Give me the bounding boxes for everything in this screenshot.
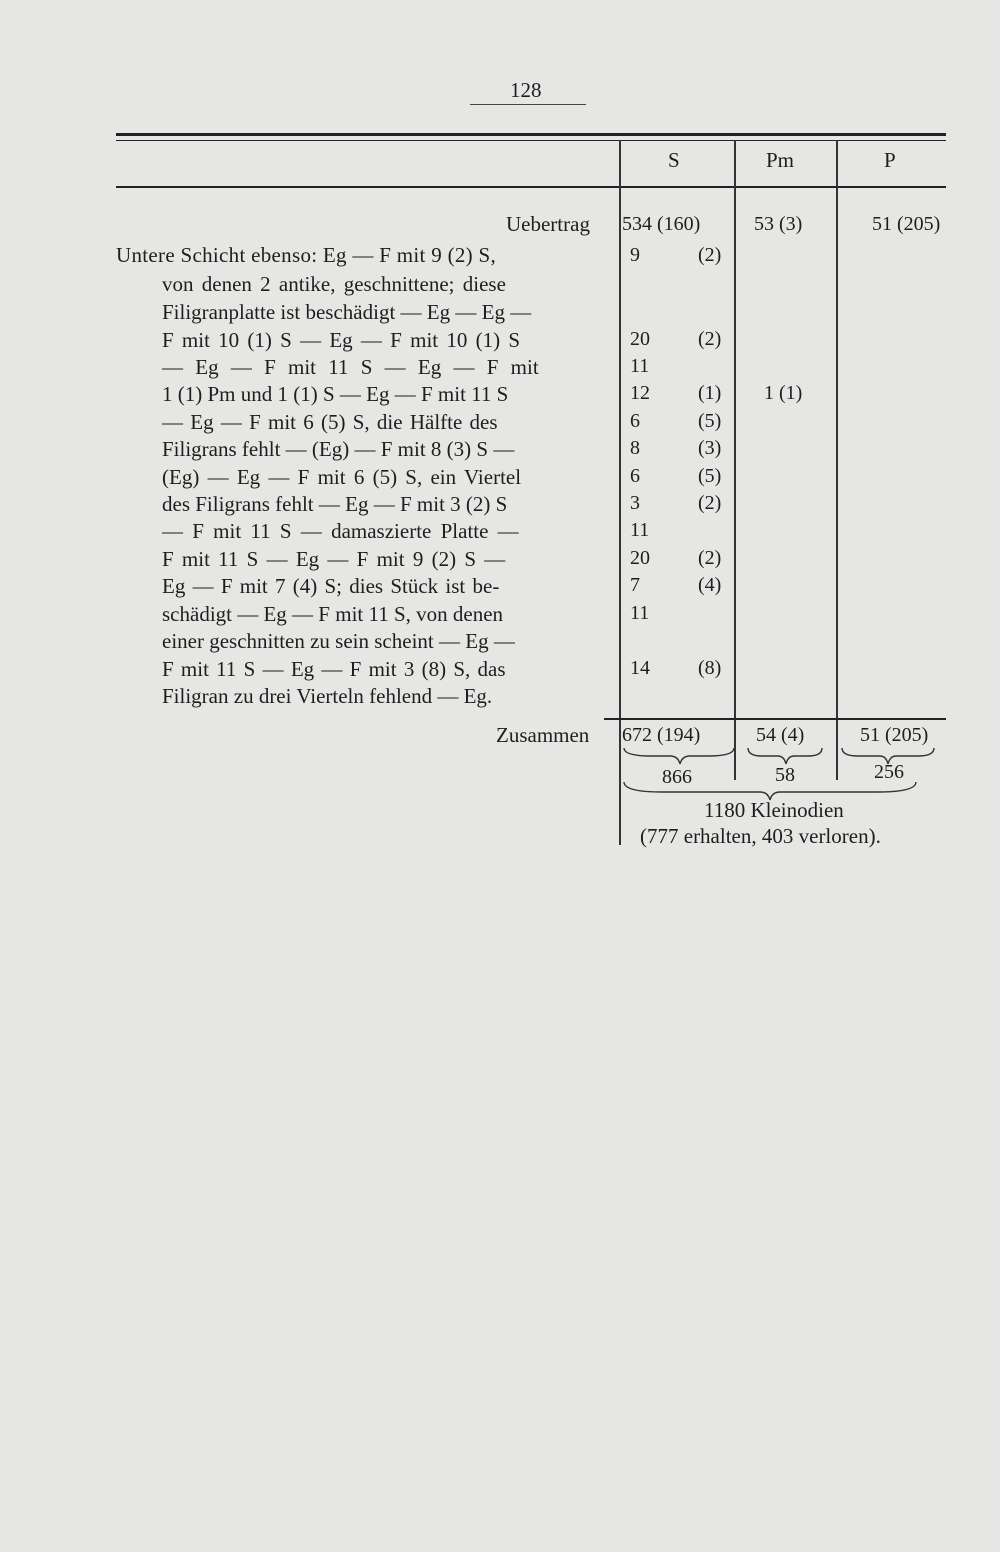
body-line: Untere Schicht ebenso: Eg — F mit 9 (2) S, xyxy=(116,243,497,267)
s-lost: (2) xyxy=(698,547,722,569)
s-lost: (2) xyxy=(698,244,722,266)
body-line: des Filigrans fehlt — Eg — F mit 3 (2) S xyxy=(162,492,508,516)
table-top-rule xyxy=(116,133,946,136)
body-line: — F mit 11 S — damaszierte Platte — xyxy=(162,519,519,543)
s-value: 20 xyxy=(630,328,650,350)
body-line: F mit 11 S — Eg — F mit 9 (2) S — xyxy=(162,547,506,571)
body-line: — Eg — F mit 11 S — Eg — F mit xyxy=(162,355,539,379)
carry-label: Uebertrag xyxy=(506,212,590,236)
s-lost: (2) xyxy=(698,328,722,350)
s-lost: (2) xyxy=(698,492,722,514)
column-divider-s xyxy=(619,140,621,845)
s-value: 14 xyxy=(630,657,650,679)
s-lost: (5) xyxy=(698,465,722,487)
column-header-pm: Pm xyxy=(766,148,795,172)
s-lost: (4) xyxy=(698,574,722,596)
table-top-rule-thin xyxy=(116,140,946,141)
body-line: schädigt — Eg — F mit 11 S, von denen xyxy=(162,602,504,626)
s-lost: (3) xyxy=(698,437,722,459)
column-divider-pm xyxy=(734,140,736,780)
s-value: 7 xyxy=(630,574,640,596)
total-label: Zusammen xyxy=(496,723,590,747)
total-pm: 54 (4) xyxy=(756,724,805,746)
s-value: 3 xyxy=(630,492,640,514)
s-lost: (5) xyxy=(698,410,722,432)
column-header-p: P xyxy=(884,148,896,172)
carry-p: 51 (205) xyxy=(872,213,941,235)
column-divider-p xyxy=(836,140,838,780)
body-line: Filigrans fehlt — (Eg) — F mit 8 (3) S — xyxy=(162,437,515,461)
subtotal-pm: 58 xyxy=(775,764,795,786)
body-line: Filigran zu drei Vierteln fehlend — Eg. xyxy=(162,684,493,708)
carry-s: 534 (160) xyxy=(622,213,701,235)
pm-value: 1 (1) xyxy=(764,382,803,404)
s-value: 9 xyxy=(630,244,640,266)
grand-total-note: (777 erhalten, 403 verloren). xyxy=(640,824,881,848)
header-bottom-rule xyxy=(116,186,946,188)
body-line: — Eg — F mit 6 (5) S, die Hälfte des xyxy=(162,410,498,434)
s-value: 6 xyxy=(630,410,640,432)
s-value: 11 xyxy=(630,602,650,624)
s-lost: (8) xyxy=(698,657,722,679)
subtotal-s: 866 xyxy=(662,766,692,788)
body-line: Eg — F mit 7 (4) S; dies Stück ist be- xyxy=(162,574,500,598)
s-value: 11 xyxy=(630,355,650,377)
page-number: 128 xyxy=(510,78,542,102)
subtotal-p: 256 xyxy=(874,761,904,783)
body-line: 1 (1) Pm und 1 (1) S — Eg — F mit 11 S xyxy=(162,382,509,406)
total-s: 672 (194) xyxy=(622,724,701,746)
body-line: F mit 10 (1) S — Eg — F mit 10 (1) S xyxy=(162,328,521,352)
s-value: 11 xyxy=(630,519,650,541)
body-line: einer geschnitten zu sein scheint — Eg — xyxy=(162,629,515,653)
column-header-s: S xyxy=(668,148,680,172)
grand-total: 1180 Kleinodien xyxy=(704,798,844,822)
s-value: 12 xyxy=(630,382,650,404)
carry-pm: 53 (3) xyxy=(754,213,803,235)
body-line: Filigranplatte ist beschädigt — Eg — Eg — xyxy=(162,300,532,324)
body-line: F mit 11 S — Eg — F mit 3 (8) S, das xyxy=(162,657,506,681)
body-line: (Eg) — Eg — F mit 6 (5) S, ein Viertel xyxy=(162,465,522,489)
s-value: 6 xyxy=(630,465,640,487)
total-p: 51 (205) xyxy=(860,724,929,746)
total-top-rule xyxy=(604,718,946,720)
s-value: 8 xyxy=(630,437,640,459)
page-number-rule xyxy=(470,104,586,105)
s-value: 20 xyxy=(630,547,650,569)
body-line: von denen 2 antike, geschnittene; diese xyxy=(162,272,506,296)
s-lost: (1) xyxy=(698,382,722,404)
